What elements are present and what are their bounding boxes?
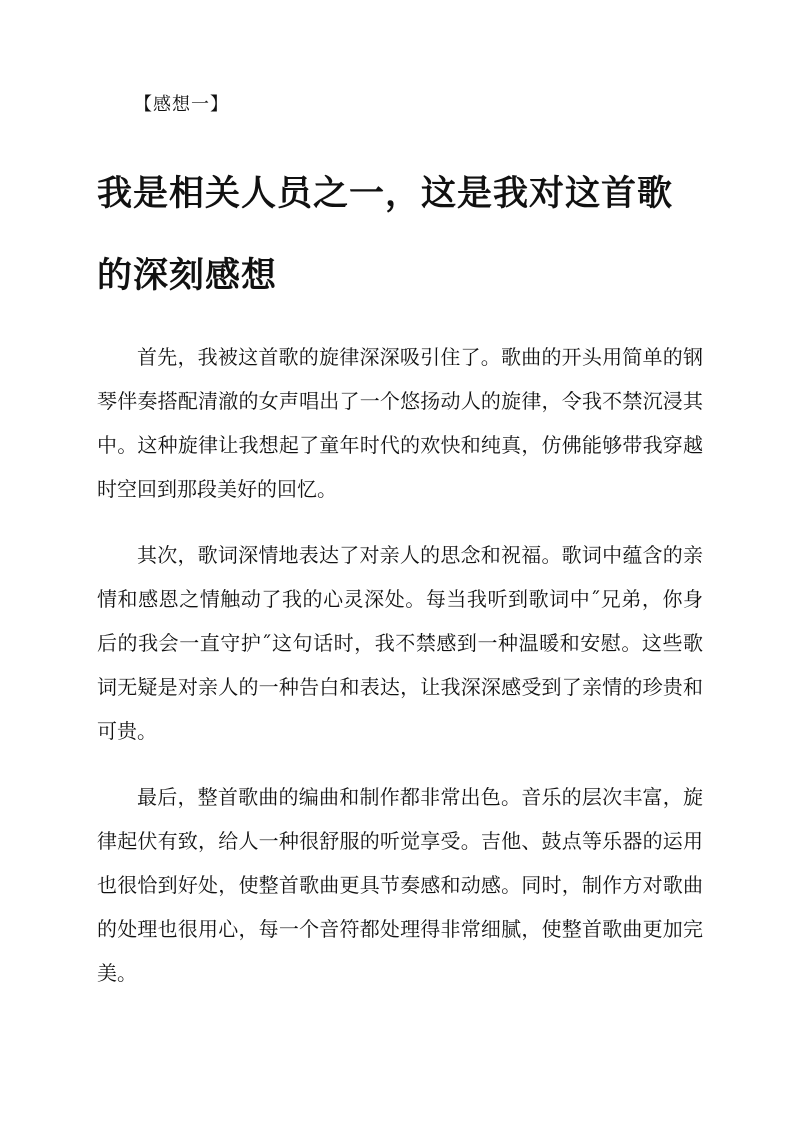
section-label: 【感想一】 <box>134 94 229 115</box>
page-title: 我是相关人员之一，这是我对这首歌的深刻感想 <box>97 173 674 296</box>
paragraph-3: 最后，整首歌曲的编曲和制作都非常出色。音乐的层次丰富，旋律起伏有致，给人一种很舒服的听觉享受。吉他、鼓点等乐器的运用也很恰到好处，使整首歌曲更具节奏感和动感。同时，制作方对歌曲的处理也很用心，每一个音符都处理得非常细腻，使整首歌曲更加完美。 <box>97 785 703 985</box>
paragraph-1: 首先，我被这首歌的旋律深深吸引住了。歌曲的开头用简单的钢琴伴奏搭配清澈的女声唱出了一个悠扬动人的旋律，令我不禁沉浸其中。这种旋律让我想起了童年时代的欢快和纯真，仿佛能够带我穿越时空回到那段美好的回忆。 <box>97 345 703 501</box>
paragraph-2: 其次，歌词深情地表达了对亲人的思念和祝福。歌词中蕴含的亲情和感恩之情触动了我的心灵深处。每当我听到歌词中˝兄弟，你身后的我会一直守护˝这句话时，我不禁感到一种温暖和安慰。这些歌词无疑是对亲人的一种告白和表达，让我深深感受到了亲情的珍贵和可贵。 <box>97 543 703 743</box>
body-text <box>97 335 703 1017</box>
